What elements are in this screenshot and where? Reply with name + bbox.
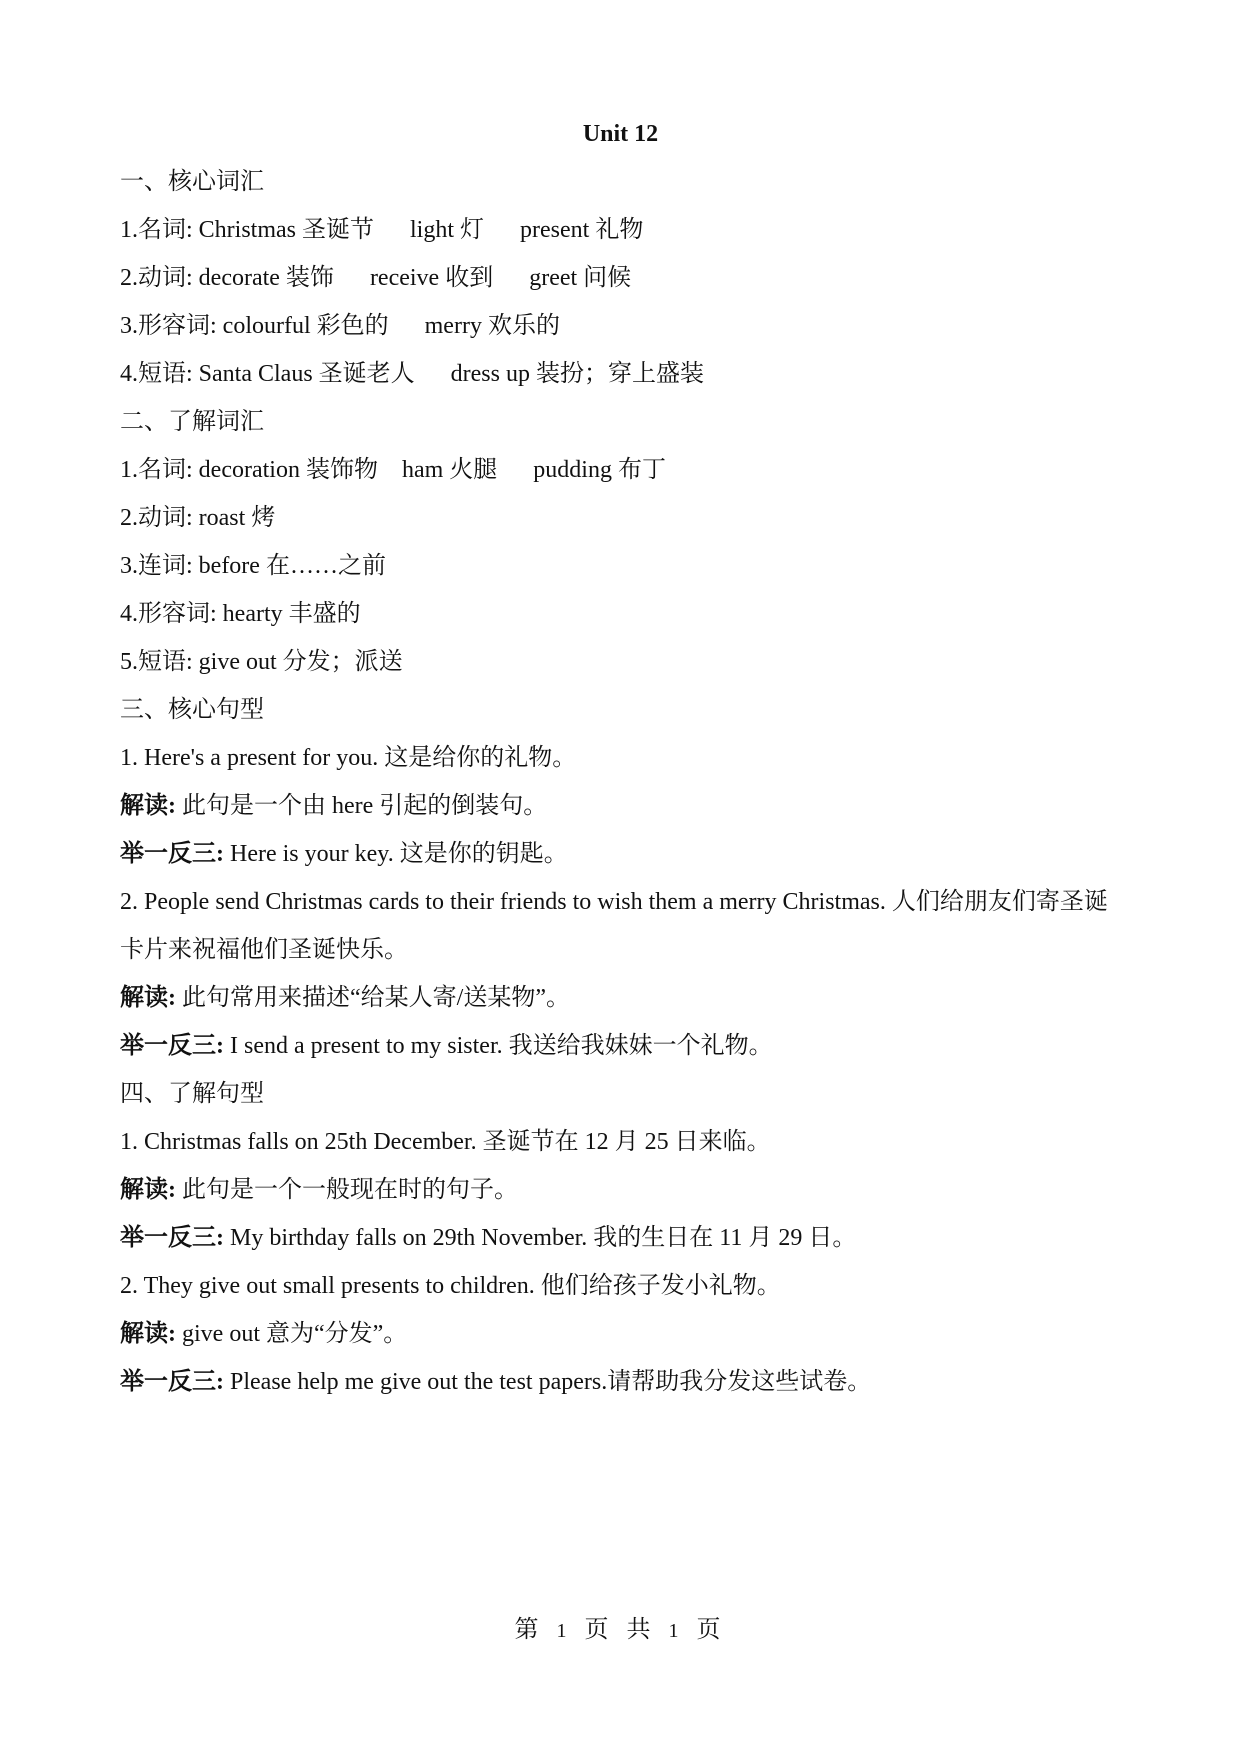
vocab-line: 3.连词: before 在……之前 xyxy=(120,553,386,579)
explanation-text: 此句是一个一般现在时的句子。 xyxy=(176,1177,518,1203)
vocab-item: present 礼物 xyxy=(520,217,644,243)
page-number: 1 xyxy=(556,1620,573,1642)
example-text: Please help me give out the test papers.请帮助我分发这些试卷。 xyxy=(224,1369,872,1395)
example-label: 举一反三: xyxy=(120,1369,224,1395)
vocab-item: receive 收到 xyxy=(369,265,494,291)
explanation-text: give out 意为“分发”。 xyxy=(176,1321,408,1347)
sentence-pattern: 1. Christmas falls on 25th December. 圣诞节在 12 月 25 日来临。 xyxy=(120,1129,771,1155)
example-label: 举一反三: xyxy=(120,1225,224,1251)
vocab-item: 1.名词: decoration 装饰物 xyxy=(120,457,378,483)
example-line xyxy=(120,1030,1130,1062)
explanation-text: 此句常用来描述“给某人寄/送某物”。 xyxy=(176,985,570,1011)
vocab-line: 2.动词: roast 烤 xyxy=(120,505,276,531)
vocab-line: 4.形容词: hearty 丰盛的 xyxy=(120,601,361,627)
page-footer xyxy=(0,1614,1241,1647)
example-text: My birthday falls on 29th November. 我的生日在 11 月 29 日。 xyxy=(224,1225,857,1251)
explanation-line xyxy=(120,982,1130,1014)
explanation-text: 此句是一个由 here 引起的倒装句。 xyxy=(176,793,548,819)
vocab-item: 3.形容词: colourful 彩色的 xyxy=(120,313,389,339)
section-heading: 四、了解句型 xyxy=(120,1081,264,1107)
example-label: 举一反三: xyxy=(120,1033,224,1059)
total-pages: 1 xyxy=(668,1620,685,1642)
footer-suffix: 页 xyxy=(696,1617,727,1643)
explanation-label: 解读: xyxy=(120,1177,176,1203)
vocab-item: light 灯 xyxy=(410,217,485,243)
explanation-label: 解读: xyxy=(120,793,176,819)
vocab-line xyxy=(120,310,1130,342)
section-heading: 一、核心词汇 xyxy=(120,169,264,195)
explanation-line xyxy=(120,790,1130,822)
vocab-line: 5.短语: give out 分发；派送 xyxy=(120,649,403,675)
vocab-item: dress up 装扮；穿上盛装 xyxy=(450,361,704,387)
sentence-pattern: 2. They give out small presents to children. 他们给孩子发小礼物。 xyxy=(120,1273,781,1299)
footer-middle: 页 共 xyxy=(584,1617,657,1643)
example-text: I send a present to my sister. 我送给我妹妹一个礼物。 xyxy=(224,1033,773,1059)
section-heading: 二、了解词汇 xyxy=(120,409,264,435)
page-title: Unit 12 xyxy=(582,121,659,147)
vocab-item: merry 欢乐的 xyxy=(424,313,560,339)
example-line xyxy=(120,838,1130,870)
vocab-item: 4.短语: Santa Claus 圣诞老人 xyxy=(120,361,415,387)
vocab-item: 2.动词: decorate 装饰 xyxy=(120,265,334,291)
explanation-line xyxy=(120,1174,1130,1206)
example-line xyxy=(120,1366,1130,1398)
vocab-item: pudding 布丁 xyxy=(533,457,666,483)
explanation-label: 解读: xyxy=(120,1321,176,1347)
vocab-item: ham 火腿 xyxy=(401,457,498,483)
example-text: Here is your key. 这是你的钥匙。 xyxy=(224,841,568,867)
vocab-item: greet 问候 xyxy=(529,265,632,291)
example-label: 举一反三: xyxy=(120,841,224,867)
footer-prefix: 第 xyxy=(514,1617,545,1643)
sentence-pattern: 2. People send Christmas cards to their friends to wish them a merry Christmas. 人们给朋友们寄圣诞卡片来祝福他们圣诞快乐。 xyxy=(120,889,1108,963)
explanation-line xyxy=(120,1318,1130,1350)
vocab-line xyxy=(120,454,1130,486)
vocab-line xyxy=(120,214,1130,246)
example-line xyxy=(120,1222,1130,1254)
sentence-pattern: 1. Here's a present for you. 这是给你的礼物。 xyxy=(120,745,577,771)
section-heading: 三、核心句型 xyxy=(120,697,264,723)
vocab-line xyxy=(120,262,1130,294)
document-body xyxy=(120,166,1130,1414)
vocab-line xyxy=(120,358,1130,390)
explanation-label: 解读: xyxy=(120,985,176,1011)
vocab-item: 1.名词: Christmas 圣诞节 xyxy=(120,217,375,243)
